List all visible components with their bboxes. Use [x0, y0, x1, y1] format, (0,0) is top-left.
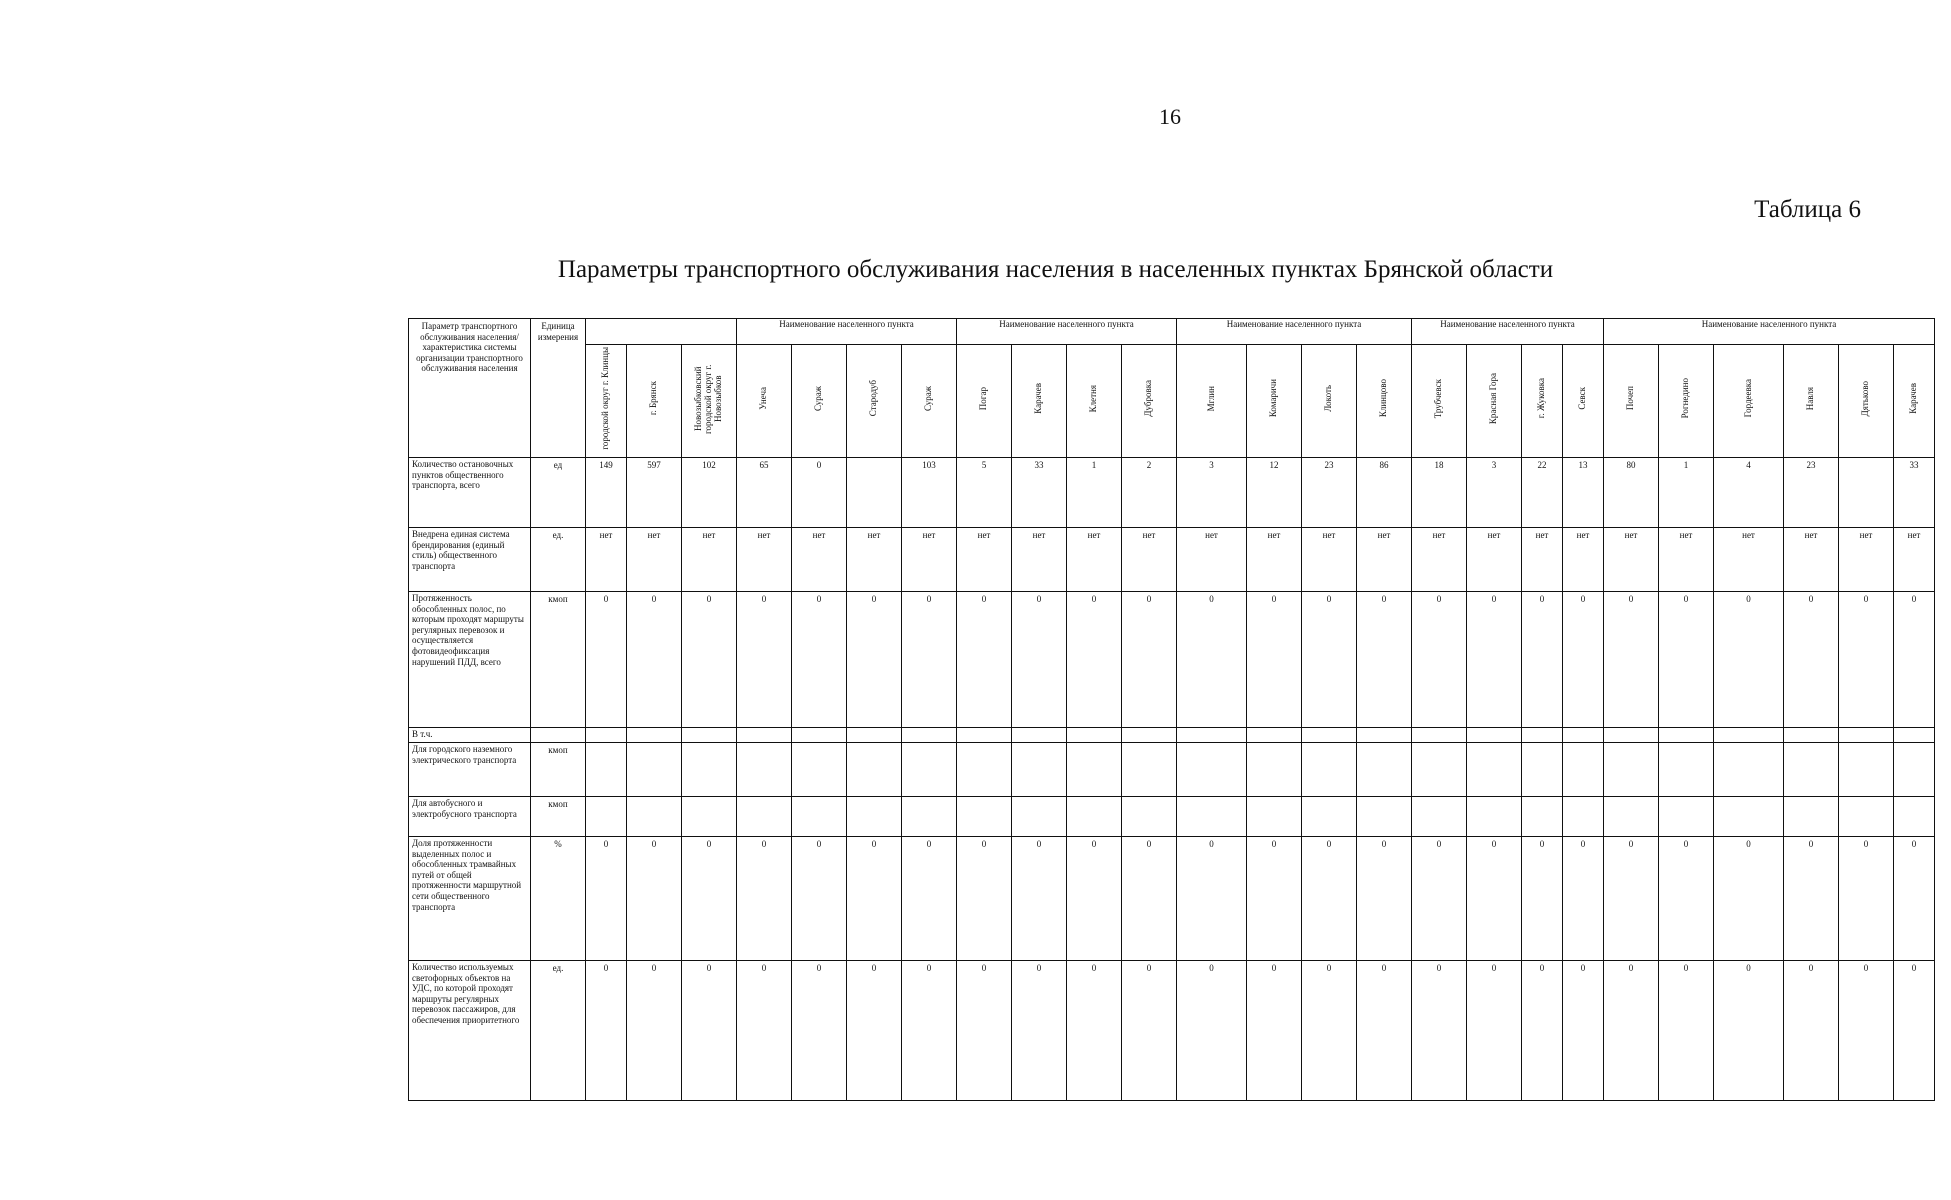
row-unit: [531, 728, 586, 743]
row-unit: кмоп: [531, 743, 586, 797]
column-header: [737, 345, 792, 458]
table-cell: [1067, 743, 1122, 797]
table-cell: [627, 728, 682, 743]
table-cell: [1784, 797, 1839, 837]
table-cell: 3: [1467, 458, 1522, 528]
column-header-label: Рогнедино: [1680, 378, 1691, 419]
column-header-label: г. Жуковка: [1536, 378, 1547, 419]
table-cell: [1522, 797, 1563, 837]
table-cell: [1357, 743, 1412, 797]
table-cell: 0: [1563, 592, 1604, 728]
column-header: [1012, 345, 1067, 458]
table-cell: [1122, 728, 1177, 743]
table-cell: 0: [902, 837, 957, 961]
column-header: [1784, 345, 1839, 458]
table-cell: [1659, 797, 1714, 837]
header-group-3: Наименование населенного пункта: [1177, 319, 1412, 345]
header-group-5: Наименование населенного пункта: [1604, 319, 1935, 345]
table-cell: 22: [1522, 458, 1563, 528]
row-parameter: Для городского наземного электрического транспорта: [409, 743, 531, 797]
table-cell: 0: [902, 592, 957, 728]
table-cell: [902, 743, 957, 797]
table-cell: 0: [1714, 837, 1784, 961]
table-cell: [1177, 728, 1247, 743]
table-cell: [1659, 728, 1714, 743]
table-cell: 0: [1177, 961, 1247, 1101]
table-cell: 0: [1563, 837, 1604, 961]
table-cell: [1604, 728, 1659, 743]
table-cell: 0: [682, 961, 737, 1101]
column-header-label: Почеп: [1625, 386, 1636, 411]
table-cell: 0: [1659, 837, 1714, 961]
table-cell: нет: [1839, 528, 1894, 592]
table-cell: [1247, 728, 1302, 743]
column-header: [627, 345, 682, 458]
table-cell: [737, 728, 792, 743]
table-cell: [1302, 797, 1357, 837]
table-cell: [1659, 743, 1714, 797]
table-cell: [1122, 743, 1177, 797]
table-cell: нет: [1012, 528, 1067, 592]
column-header: [1563, 345, 1604, 458]
table-cell: 0: [1714, 961, 1784, 1101]
table-cell: 0: [1659, 961, 1714, 1101]
table-cell: [1604, 743, 1659, 797]
header-group-0: [586, 319, 737, 345]
header-group-row: [409, 319, 1935, 345]
table-cell: [957, 728, 1012, 743]
table-cell: нет: [586, 528, 627, 592]
table-cell: [957, 797, 1012, 837]
table-cell: [1714, 797, 1784, 837]
table-cell: 0: [957, 592, 1012, 728]
column-header: [1067, 345, 1122, 458]
table-cell: [1563, 728, 1604, 743]
table-cell: нет: [1659, 528, 1714, 592]
row-parameter: В т.ч.: [409, 728, 531, 743]
column-header: [1659, 345, 1714, 458]
row-parameter: Доля протяженности выделенных полос и обособленных трамвайных путей от общей протяженности маршрутной сети общественного транспорта: [409, 837, 531, 961]
table-cell: 0: [1357, 592, 1412, 728]
table-cell: 0: [1357, 961, 1412, 1101]
column-header-label: Клетня: [1088, 384, 1099, 413]
table-cell: 0: [1122, 961, 1177, 1101]
table-row: [409, 592, 1935, 728]
table-cell: [1714, 743, 1784, 797]
row-unit: %: [531, 837, 586, 961]
table-cell: [1247, 743, 1302, 797]
row-unit: ед.: [531, 961, 586, 1101]
table-cell: 0: [792, 592, 847, 728]
table-label: Таблица 6: [1754, 196, 1861, 223]
table-cell: 0: [1894, 961, 1935, 1101]
table-cell: 0: [1467, 837, 1522, 961]
table-cell: 0: [1012, 592, 1067, 728]
table-cell: 0: [1659, 592, 1714, 728]
table-cell: [1467, 797, 1522, 837]
table-cell: [792, 728, 847, 743]
table-cell: 0: [627, 592, 682, 728]
table-row: [409, 458, 1935, 528]
column-header: [1357, 345, 1412, 458]
header-unit: Единица измерения: [531, 319, 586, 458]
column-header-label: Трубчевск: [1433, 378, 1444, 419]
table-row: [409, 743, 1935, 797]
table-cell: [1839, 743, 1894, 797]
table-cell: 0: [1522, 592, 1563, 728]
table-cell: 0: [737, 592, 792, 728]
table-cell: 65: [737, 458, 792, 528]
table-cell: [1177, 797, 1247, 837]
table-cell: 0: [1067, 592, 1122, 728]
column-header: [586, 345, 627, 458]
table-cell: нет: [847, 528, 902, 592]
table-cell: [1839, 458, 1894, 528]
header-group-2: Наименование населенного пункта: [957, 319, 1177, 345]
table-cell: [586, 743, 627, 797]
row-parameter: Протяженность обособленных полос, по которым проходят маршруты регулярных перевозок и осуществляется фотовидеофиксация нарушений ПДД, всего: [409, 592, 531, 728]
column-header-label: Сураж: [923, 386, 934, 411]
table-cell: 12: [1247, 458, 1302, 528]
table-cell: 23: [1784, 458, 1839, 528]
table-cell: [1563, 743, 1604, 797]
table-cell: 103: [902, 458, 957, 528]
table-cell: нет: [1714, 528, 1784, 592]
table-row: [409, 837, 1935, 961]
table-cell: нет: [1522, 528, 1563, 592]
table-cell: [1302, 743, 1357, 797]
table-cell: нет: [902, 528, 957, 592]
column-header-label: Карачев: [1033, 383, 1044, 414]
table-cell: 0: [1784, 592, 1839, 728]
column-header: [792, 345, 847, 458]
table-cell: 0: [1302, 961, 1357, 1101]
table-cell: 0: [1012, 837, 1067, 961]
table-cell: нет: [1563, 528, 1604, 592]
table-cell: 0: [1604, 961, 1659, 1101]
table-cell: нет: [1412, 528, 1467, 592]
column-header-label: Унеча: [758, 387, 769, 410]
table-row: [409, 961, 1935, 1101]
column-header-label: г. Брянск: [648, 381, 659, 416]
column-header: [902, 345, 957, 458]
table-cell: нет: [1784, 528, 1839, 592]
column-header-label: Дубровка: [1143, 380, 1154, 417]
table-cell: [1177, 743, 1247, 797]
table-cell: нет: [1122, 528, 1177, 592]
table-cell: 0: [1302, 837, 1357, 961]
column-header: [1839, 345, 1894, 458]
table-cell: 0: [1247, 592, 1302, 728]
table-cell: [1894, 797, 1935, 837]
table-cell: [1012, 728, 1067, 743]
table-cell: [1067, 797, 1122, 837]
table-cell: [1784, 743, 1839, 797]
table-cell: 0: [1412, 961, 1467, 1101]
table-cell: 23: [1302, 458, 1357, 528]
table-cell: [682, 743, 737, 797]
table-cell: [847, 728, 902, 743]
table-cell: 0: [902, 961, 957, 1101]
table-cell: нет: [627, 528, 682, 592]
table-cell: 0: [737, 961, 792, 1101]
table-cell: 0: [627, 961, 682, 1101]
column-header: [847, 345, 902, 458]
table-cell: [627, 743, 682, 797]
table-cell: 3: [1177, 458, 1247, 528]
table-cell: 0: [1839, 961, 1894, 1101]
column-header-label: Карачев: [1908, 383, 1919, 414]
table-cell: 0: [792, 837, 847, 961]
table-cell: [1302, 728, 1357, 743]
page-number: 16: [1159, 104, 1181, 129]
table-cell: 0: [682, 592, 737, 728]
table-cell: [902, 728, 957, 743]
table-cell: нет: [792, 528, 847, 592]
column-header-label: Погар: [978, 386, 989, 411]
table-cell: нет: [682, 528, 737, 592]
table-cell: 0: [1604, 592, 1659, 728]
column-header-label: Красная Гора: [1488, 372, 1499, 425]
table-cell: [957, 743, 1012, 797]
table-cell: 5: [957, 458, 1012, 528]
table-cell: 13: [1563, 458, 1604, 528]
table-cell: 0: [1714, 592, 1784, 728]
table-cell: 0: [1894, 592, 1935, 728]
table-cell: нет: [1302, 528, 1357, 592]
column-header: [1522, 345, 1563, 458]
table-cell: 86: [1357, 458, 1412, 528]
table-cell: 0: [847, 961, 902, 1101]
table-cell: 0: [1247, 961, 1302, 1101]
transport-parameters-table: [408, 318, 1935, 1101]
table-cell: 0: [586, 592, 627, 728]
column-header: [682, 345, 737, 458]
table-cell: [1714, 728, 1784, 743]
table-cell: [792, 797, 847, 837]
table-cell: 0: [1522, 837, 1563, 961]
table-cell: нет: [1604, 528, 1659, 592]
table-cell: 0: [1412, 592, 1467, 728]
column-header-label: Сураж: [813, 386, 824, 411]
table-cell: нет: [737, 528, 792, 592]
table-cell: [1894, 743, 1935, 797]
table-cell: [1122, 797, 1177, 837]
table-body: [409, 458, 1935, 1101]
table-cell: 0: [1467, 592, 1522, 728]
table-cell: [1067, 728, 1122, 743]
table-cell: [682, 797, 737, 837]
table-cell: 0: [1012, 961, 1067, 1101]
table-cell: 0: [1522, 961, 1563, 1101]
table-cell: нет: [1467, 528, 1522, 592]
table-cell: 0: [792, 961, 847, 1101]
table-cell: нет: [957, 528, 1012, 592]
table-cell: [682, 728, 737, 743]
table-cell: [1412, 797, 1467, 837]
table-cell: нет: [1177, 528, 1247, 592]
table-cell: нет: [1247, 528, 1302, 592]
table-cell: 0: [1122, 837, 1177, 961]
table-cell: 33: [1894, 458, 1935, 528]
table-cell: [1522, 728, 1563, 743]
table-cell: [847, 797, 902, 837]
table-cell: [847, 458, 902, 528]
row-parameter: Для автобусного и электробусного транспорта: [409, 797, 531, 837]
header-columns-row: [409, 345, 1935, 458]
column-header-label: городской округ г. Клинцы: [600, 347, 611, 450]
table-cell: [1604, 797, 1659, 837]
table-cell: 0: [847, 837, 902, 961]
table-cell: 1: [1659, 458, 1714, 528]
row-unit: кмоп: [531, 592, 586, 728]
table-cell: 0: [1467, 961, 1522, 1101]
table-cell: 0: [737, 837, 792, 961]
row-unit: ед.: [531, 528, 586, 592]
table-cell: 0: [1247, 837, 1302, 961]
table-cell: 0: [957, 961, 1012, 1101]
table-cell: [1357, 797, 1412, 837]
table-cell: [1467, 743, 1522, 797]
column-header: [1412, 345, 1467, 458]
table-cell: 0: [1894, 837, 1935, 961]
table-cell: 0: [1784, 837, 1839, 961]
table-cell: 4: [1714, 458, 1784, 528]
table-cell: 80: [1604, 458, 1659, 528]
column-header-label: Мглин: [1205, 385, 1216, 412]
table-cell: 0: [1357, 837, 1412, 961]
column-header: [1177, 345, 1247, 458]
table-cell: [902, 797, 957, 837]
row-unit: кмоп: [531, 797, 586, 837]
table-cell: 149: [586, 458, 627, 528]
column-header-label: Локоть: [1323, 385, 1334, 412]
table-cell: 0: [1563, 961, 1604, 1101]
table-cell: 33: [1012, 458, 1067, 528]
column-header: [1122, 345, 1177, 458]
table-cell: 0: [1839, 837, 1894, 961]
column-header: [1467, 345, 1522, 458]
table-cell: 0: [1177, 837, 1247, 961]
column-header: [1714, 345, 1784, 458]
table-cell: 0: [1067, 961, 1122, 1101]
header-group-4: Наименование населенного пункта: [1412, 319, 1604, 345]
column-header-label: Комаричи: [1268, 379, 1279, 418]
table-cell: 0: [627, 837, 682, 961]
table-cell: 0: [1412, 837, 1467, 961]
table-cell: 0: [1784, 961, 1839, 1101]
column-header: [1894, 345, 1935, 458]
row-unit: ед: [531, 458, 586, 528]
table-row: [409, 728, 1935, 743]
table-cell: 0: [957, 837, 1012, 961]
column-header: [1247, 345, 1302, 458]
table-cell: 0: [1302, 592, 1357, 728]
table-cell: [1412, 743, 1467, 797]
column-header-label: Клинцово: [1378, 379, 1389, 418]
table-row: [409, 528, 1935, 592]
row-parameter: Количество используемых светофорных объектов на УДС, по которой проходят маршруты регулярных перевозок пассажиров, для обеспечения приоритетного: [409, 961, 531, 1101]
row-parameter: Внедрена единая система брендирования (единый стиль) общественного транспорта: [409, 528, 531, 592]
table-cell: [1357, 728, 1412, 743]
column-header: [957, 345, 1012, 458]
document-title: Параметры транспортного обслуживания населения в населенных пунктах Брянской области: [557, 256, 1554, 283]
table-cell: [1894, 728, 1935, 743]
table-cell: [627, 797, 682, 837]
table-cell: [1784, 728, 1839, 743]
table-cell: [1412, 728, 1467, 743]
table-cell: [1012, 743, 1067, 797]
column-header: [1604, 345, 1659, 458]
table-cell: [1247, 797, 1302, 837]
table-cell: [586, 728, 627, 743]
row-parameter: Количество остановочных пунктов общественного транспорта, всего: [409, 458, 531, 528]
table-cell: нет: [1357, 528, 1412, 592]
table-cell: 0: [847, 592, 902, 728]
table-cell: нет: [1894, 528, 1935, 592]
table-cell: [847, 743, 902, 797]
table-cell: [737, 797, 792, 837]
table-cell: [737, 743, 792, 797]
table-cell: 0: [1604, 837, 1659, 961]
table-cell: [1522, 743, 1563, 797]
table-cell: 102: [682, 458, 737, 528]
table-cell: 0: [1067, 837, 1122, 961]
column-header-label: Дятьково: [1860, 380, 1871, 417]
table-cell: [1012, 797, 1067, 837]
table-row: [409, 797, 1935, 837]
column-header-label: Стародуб: [868, 380, 879, 417]
table-cell: 0: [1122, 592, 1177, 728]
table-cell: 0: [1839, 592, 1894, 728]
table-cell: 0: [792, 458, 847, 528]
column-header-label: Гордеевка: [1742, 379, 1753, 418]
table-cell: 597: [627, 458, 682, 528]
column-header-label: Навля: [1805, 386, 1816, 411]
table-cell: [1839, 728, 1894, 743]
column-header-label: Севск: [1577, 387, 1588, 410]
table-cell: [1467, 728, 1522, 743]
table-cell: 1: [1067, 458, 1122, 528]
table-cell: 0: [586, 837, 627, 961]
table-cell: 0: [682, 837, 737, 961]
table-cell: 0: [586, 961, 627, 1101]
table-cell: [1563, 797, 1604, 837]
table-cell: 2: [1122, 458, 1177, 528]
column-header: [1302, 345, 1357, 458]
table-cell: 18: [1412, 458, 1467, 528]
header-param: Параметр транспортного обслуживания населения/характеристика системы организации транспортного обслуживания населения: [409, 319, 531, 458]
header-group-1: Наименование населенного пункта: [737, 319, 957, 345]
table-cell: [586, 797, 627, 837]
table-cell: [792, 743, 847, 797]
table-cell: [1839, 797, 1894, 837]
table-cell: 0: [1177, 592, 1247, 728]
table-cell: нет: [1067, 528, 1122, 592]
column-header-label: Новозыбковский городской округ г. Новозыбков: [693, 363, 723, 434]
